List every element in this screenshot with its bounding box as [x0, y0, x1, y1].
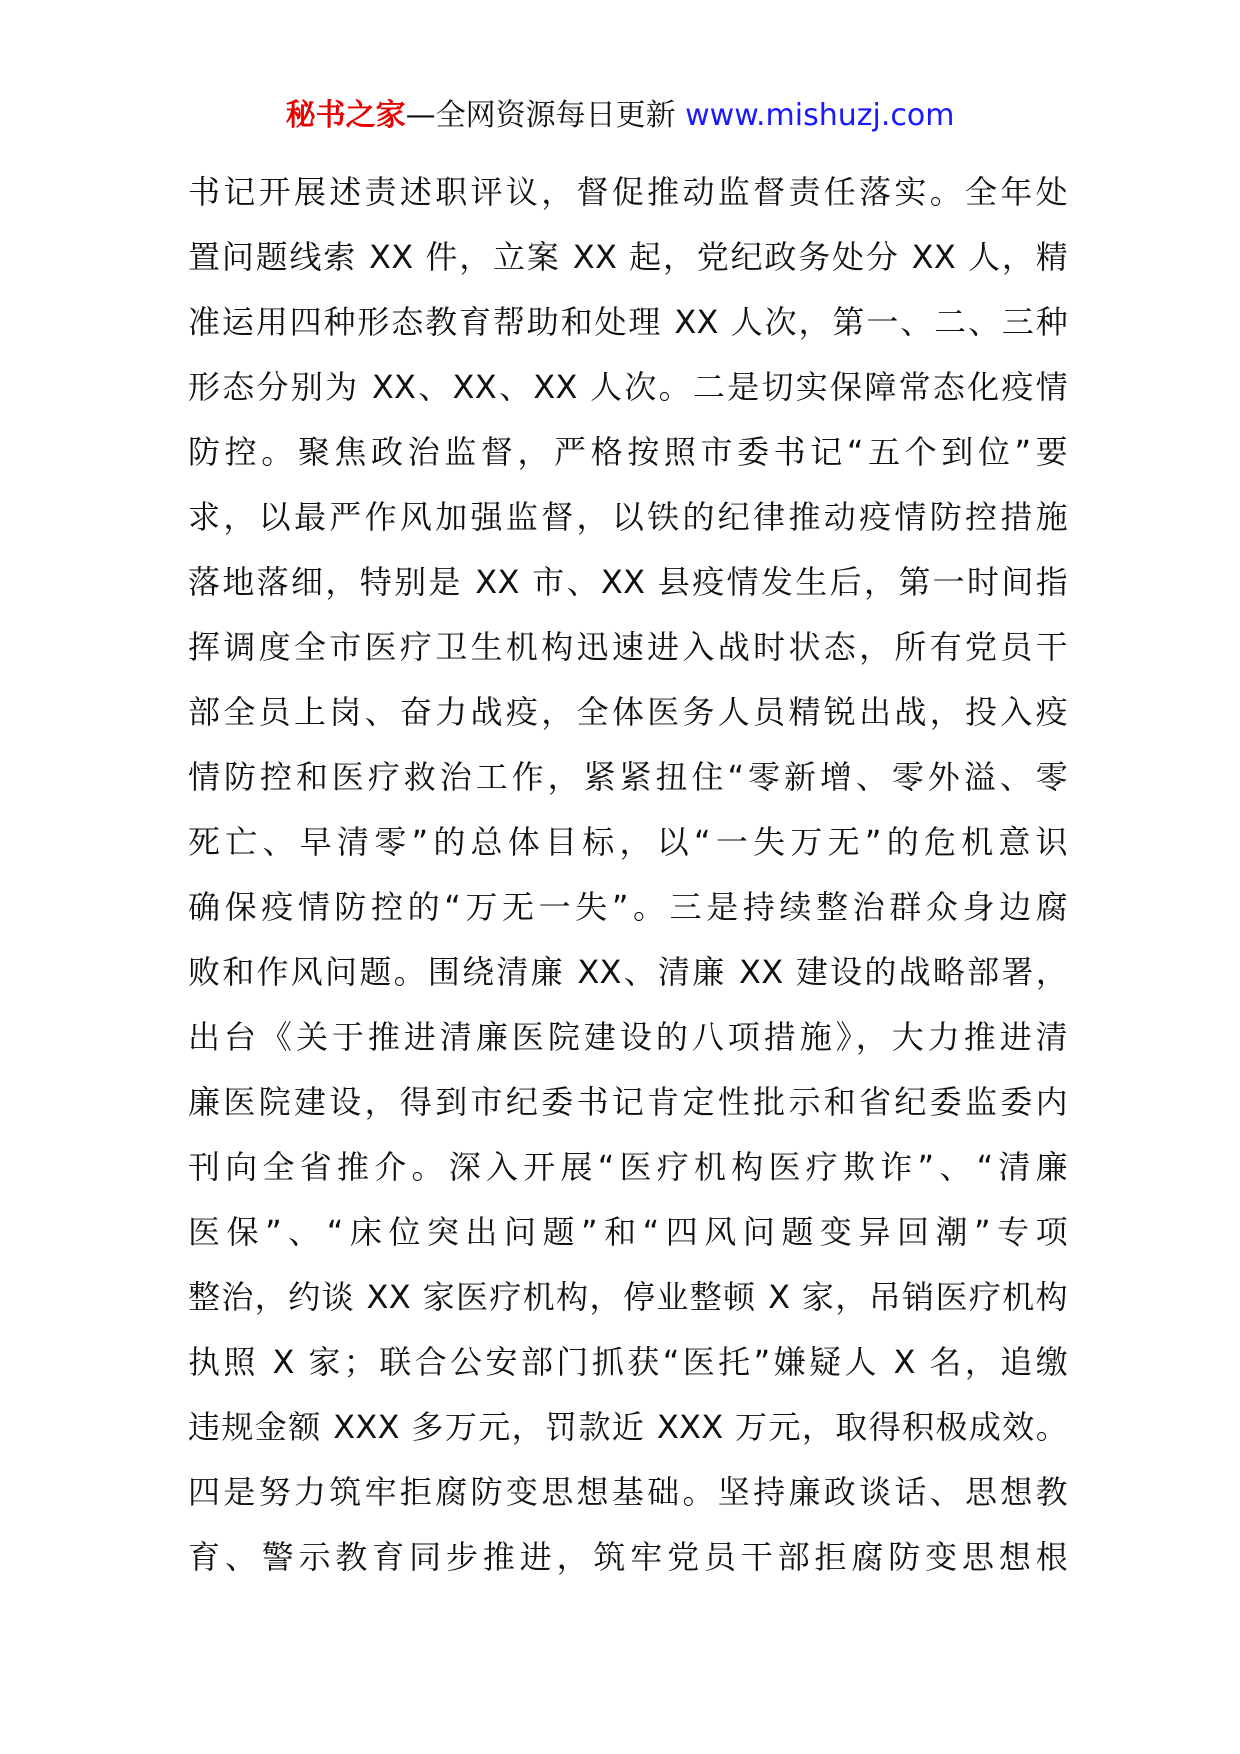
- text-line: 败和作风问题。围绕清廉 XX、清廉 XX 建设的战略部署，: [188, 953, 1068, 991]
- text-line: 准运用四种形态教育帮助和处理 XX 人次，第一、二、三种: [188, 303, 1068, 341]
- text-line: 落地落细，特别是 XX 市、XX 县疫情发生后，第一时间指: [188, 563, 1068, 601]
- text-line: 死亡、早清零”的总体目标，以“一失万无”的危机意识: [188, 823, 1068, 861]
- text-line: 执照 X 家；联合公安部门抓获“医托”嫌疑人 X 名，追缴: [188, 1343, 1068, 1381]
- text-line: 出台《关于推进清廉医院建设的八项措施》，大力推进清: [188, 1018, 1068, 1056]
- text-line: 廉医院建设，得到市纪委书记肯定性批示和省纪委监委内: [188, 1083, 1068, 1121]
- text-line: 医保”、“床位突出问题”和“四风问题变异回潮”专项: [188, 1213, 1068, 1251]
- text-line: 形态分别为 XX、XX、XX 人次。二是切实保障常态化疫情: [188, 368, 1068, 406]
- text-line: 整治，约谈 XX 家医疗机构，停业整顿 X 家，吊销医疗机构: [188, 1278, 1068, 1316]
- header-tagline: —全网资源每日更新: [405, 98, 676, 133]
- text-line: 挥调度全市医疗卫生机构迅速进入战时状态，所有党员干: [188, 628, 1068, 666]
- brand-name: 秘书之家: [285, 98, 406, 133]
- text-line: 情防控和医疗救治工作，紧紧扭住“零新增、零外溢、零: [188, 758, 1068, 796]
- text-line: 违规金额 XXX 多万元，罚款近 XXX 万元，取得积极成效。: [188, 1408, 1068, 1446]
- text-line: 置问题线索 XX 件，立案 XX 起，党纪政务处分 XX 人，精: [188, 238, 1068, 276]
- text-line: 确保疫情防控的“万无一失”。三是持续整治群众身边腐: [188, 888, 1068, 926]
- text-line: 防控。聚焦政治监督，严格按照市委书记“五个到位”要: [188, 433, 1068, 471]
- page-header: [0, 96, 1240, 136]
- document-body: [188, 160, 1068, 1590]
- text-line: 书记开展述责述职评议，督促推动监督责任落实。全年处: [188, 173, 1068, 211]
- text-line: 部全员上岗、奋力战疫，全体医务人员精锐出战，投入疫: [188, 693, 1068, 731]
- text-line: 四是努力筑牢拒腐防变思想基础。坚持廉政谈话、思想教: [188, 1473, 1068, 1511]
- text-line: 育、警示教育同步推进，筑牢党员干部拒腐防变思想根: [188, 1538, 1068, 1576]
- text-line: 刊向全省推介。深入开展“医疗机构医疗欺诈”、“清廉: [188, 1148, 1068, 1186]
- website-link[interactable]: www.mishuzj.com: [685, 98, 955, 133]
- text-line: 求，以最严作风加强监督，以铁的纪律推动疫情防控措施: [188, 498, 1068, 536]
